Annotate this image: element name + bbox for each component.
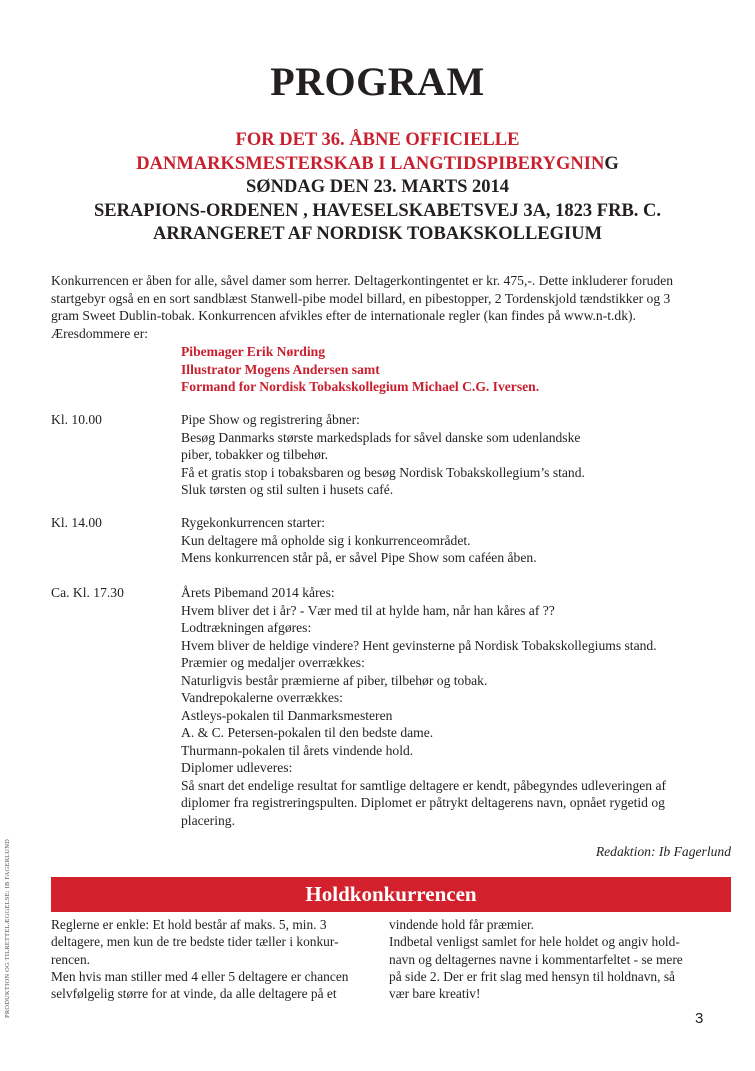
schedule-line: Lodtrækningen afgøres: [181, 620, 312, 635]
judge-item: Illustrator Mogens Andersen samt [181, 361, 380, 377]
team-text-line: deltagere, men kun de tre bedste tider tæller i konkur- [51, 934, 339, 950]
production-credit: PRODUKTION OG TILRETTELÆGGELSE: IB FAGERLUND [4, 839, 11, 1018]
schedule-line: piber, tobakker og tilbehør. [181, 447, 329, 462]
schedule-line: Astleys-pokalen til Danmarksmesteren [181, 707, 393, 723]
schedule-line: Mens konkurrencen står på, er såvel Pipe Show som caféen åben. [181, 550, 537, 565]
team-text-line: Indbetal venligst samlet for hele holdet og angiv hold- [389, 934, 680, 950]
schedule-line: Diplomer udleveres: [181, 760, 293, 775]
page-title: PROGRAM [270, 59, 485, 104]
schedule-line: Få et gratis stop i tobaksbaren og besøg Nordisk Tobakskollegium’s stand. [181, 464, 585, 480]
schedule-time: Ca. Kl. 17.30 [51, 585, 124, 600]
team-text-line: vindende hold får præmier. [389, 917, 535, 932]
subheading-line [0, 153, 755, 177]
schedule-line: Vandrepokalerne overrækkes: [181, 690, 343, 705]
schedule-description [181, 411, 731, 499]
team-text-line: rencen. [51, 951, 91, 967]
schedule-line: Hvem bliver det i år? - Vær med til at hylde ham, når han kåres af ?? [181, 602, 555, 618]
page-number: 3 [695, 1010, 704, 1027]
editor-signature: Redaktion: Ib Fagerlund [595, 844, 731, 859]
schedule-line: Sluk tørsten og stil sulten i husets café. [181, 482, 394, 497]
team-text-line: på side 2. Der er frit slag med hensyn til holdnavn, så [389, 968, 675, 984]
schedule-line: Pipe Show og registrering åbner: [181, 412, 360, 427]
schedule-line: Hvem bliver de heldige vindere? Hent gevinsterne på Nordisk Tobakskollegiums stand. [181, 637, 657, 653]
judge-item: Formand for Nordisk Tobakskollegium Michael C.G. Iversen. [181, 379, 540, 394]
team-rules-right-column [389, 916, 707, 1002]
schedule-time: Kl. 10.00 [51, 412, 102, 427]
schedule-line: Rygekonkurrencen starter: [181, 515, 326, 530]
schedule-description [181, 584, 731, 829]
intro-line: gram Sweet Dublin-tobak. Konkurrencen afvikles efter de internationale regler (kan findes på www.n-t.dk). [51, 308, 636, 323]
subheading-red-part: DANMARKSMESTERSKAB I LANGTIDSPIBERYGNIN [136, 153, 605, 174]
schedule-line: Årets Pibemand 2014 kåres: [181, 585, 335, 600]
team-text-line: vær bare kreativ! [389, 986, 481, 1002]
intro-line: startgebyr også en en sort sandblæst Stanwell-pibe model billard, en pibestopper, 2 Tordenskjold tændstikker og 3 [51, 290, 671, 306]
subheading-black-part: G [604, 153, 619, 174]
team-text-line: Men hvis man stiller med 4 eller 5 deltagere er chancen [51, 968, 349, 984]
team-text-line: Reglerne er enkle: Et hold består af maks. 5, min. 3 [51, 917, 327, 932]
subheading-organizer: ARRANGERET AF NORDISK TOBAKSKOLLEGIUM [152, 224, 603, 244]
subheading-line: FOR DET 36. ÅBNE OFFICIELLE [235, 130, 520, 150]
judges-list [181, 343, 539, 396]
schedule-description [181, 514, 731, 567]
schedule-line: Thurmann-pokalen til årets vindende hold. [181, 742, 414, 758]
schedule-line: Præmier og medaljer overrækkes: [181, 655, 365, 670]
intro-line: Konkurrencen er åben for alle, såvel damer som herrer. Deltagerkontingentet er kr. 475,-. Dette inkluderer foruden [51, 273, 674, 288]
intro-line: Æresdommere er: [51, 325, 149, 341]
schedule-line: A. & C. Petersen-pokalen til den bedste dame. [181, 725, 434, 740]
intro-paragraph [51, 272, 721, 342]
schedule-line: Så snart det endelige resultat for samtlige deltagere er kendt, påbegyndes udleveringen af [181, 777, 667, 793]
schedule-line: diplomer fra registreringspulten. Diplomet er påtrykt deltagerens navn, opnået rygetid og [181, 795, 665, 810]
schedule-line: placering. [181, 812, 235, 828]
schedule-line: Naturligvis består præmierne af piber, tilbehør og tobak. [181, 672, 488, 688]
judge-item: Pibemager Erik Nørding [181, 344, 325, 359]
schedule-time: Kl. 14.00 [51, 515, 102, 530]
schedule-line: Kun deltagere må opholde sig i konkurrenceområdet. [181, 532, 471, 548]
team-rules-left-column [51, 916, 371, 1002]
team-text-line: selvfølgelig større for at vinde, da alle deltagere på et [51, 986, 337, 1002]
schedule-line: Besøg Danmarks største markedsplads for såvel danske som udenlandske [181, 429, 581, 445]
section-banner-holdkonkurrencen: Holdkonkurrencen [51, 877, 731, 912]
subheading-venue: SERAPIONS-ORDENEN , HAVESELSKABETSVEJ 3A, 1823 FRB. C. [93, 200, 662, 221]
event-subheading [0, 129, 755, 247]
team-text-line: navn og deltagernes navne i kommentarfeltet - se mere [389, 951, 683, 967]
subheading-date: SØNDAG DEN 23. MARTS 2014 [246, 177, 509, 197]
